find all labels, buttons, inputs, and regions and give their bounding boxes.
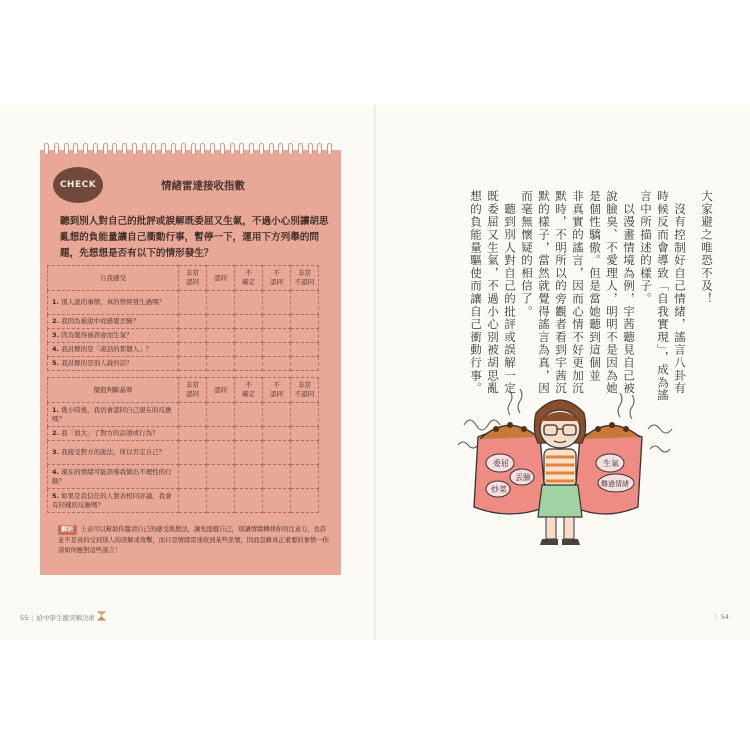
text-column: 時候反而會導致「自我實現」，成為謠 [656,190,670,402]
footer-right: | 54 [714,613,729,621]
answer-cell[interactable] [291,465,319,489]
answer-cell[interactable] [235,489,263,513]
text-column: 而毫無懷疑的相信了。 [520,190,534,318]
table-row [48,427,319,441]
answer-cell[interactable] [235,291,263,315]
option-strongly-agree: 非常 認同 [179,378,207,403]
text-column: 沒有控制好自己情緒，謠言八卦有 [673,190,687,395]
question-number: 3. [52,331,59,339]
table-heading: 自我感受 [48,266,179,291]
answer-cell[interactable] [235,343,263,357]
question-cell [48,427,179,441]
answer-cell[interactable] [179,315,207,329]
spiral-hole [112,143,117,155]
question-number: 2. [52,429,59,437]
spiral-hole [122,143,127,155]
question-number: 4. [52,345,59,353]
page-number-left: 55 [20,614,29,622]
answer-cell[interactable] [235,403,263,427]
book-title: 給中學生衝突解決術 [36,614,95,622]
question-number: 2. [52,317,59,325]
answer-cell[interactable] [207,403,235,427]
answer-cell[interactable] [263,427,291,441]
question-text: 因為覺得被誤會而生氣？ [61,331,133,339]
option-strongly-disagree: 非常 不認同 [291,378,319,403]
question-cell [48,441,179,465]
page-number-right: 54 [720,613,729,621]
answer-cell[interactable] [207,329,235,343]
question-text: 別人說的事情，真的曾經發生過嗎？ [61,298,166,306]
answer-cell[interactable] [207,489,235,513]
table-row [48,315,319,329]
spiral-hole [181,143,186,155]
answer-cell[interactable] [207,291,235,315]
text-column: 默的樣子，當然就覺得謠言為真，因 [537,190,551,395]
text-column: 言中所描述的樣子。 [639,190,653,306]
question-text: 我討厭的是別人說的話？ [61,359,133,367]
spiral-hole [298,143,303,155]
answer-cell[interactable] [263,441,291,465]
spiral-hole [83,143,88,155]
spiral-hole [171,143,176,155]
notepad-spiral-holes [40,143,341,157]
question-cell [48,329,179,343]
option-agree: 認同 [207,266,235,291]
footer-left: 55 | 給中學生衝突解決術 [20,614,95,622]
question-number: 5. [52,359,59,367]
question-cell [48,315,179,329]
table-row [48,441,319,465]
answer-cell[interactable] [235,465,263,489]
option-disagree: 不 認同 [263,266,291,291]
table-heading: 價值判斷基準 [48,378,179,403]
spiral-hole [44,143,49,155]
answer-cell[interactable] [263,315,291,329]
answer-cell[interactable] [179,427,207,441]
answer-cell[interactable] [263,291,291,315]
question-number: 5. [52,491,59,500]
spiral-hole [200,143,205,155]
question-number: 1. [52,405,59,414]
analysis-tag: 解析 [58,525,77,535]
answer-cell[interactable] [179,489,207,513]
spiral-hole [317,143,322,155]
table-row [48,465,319,489]
sack-word: 丟臉 [515,473,531,482]
table-row [48,403,319,427]
option-unsure: 不 確定 [235,266,263,291]
question-cell [48,357,179,371]
spiral-hole [288,143,293,155]
analysis-text: 上表可以幫助你釐清自己的感受與想法，讓先提醒自己，別讓情緒轉移你的注意力，也許並不是真的受到別人的誤解或攻擊，而只是情緒雷達收到某些訊號，因而忽略真正重要的事情一你該如何應對這些謠言！ [58,526,329,554]
answer-cell[interactable] [207,427,235,441]
question-text: 幾小時後，我仍會認同自己現在的反應嗎？ [52,405,172,423]
answer-cell[interactable] [179,403,207,427]
spiral-hole [73,143,78,155]
text-column: 以漫畫情境為例，宇茜聽見自己被 [622,190,636,395]
answer-cell[interactable] [291,357,319,371]
question-number: 4. [52,467,59,476]
option-disagree: 不 認同 [263,378,291,403]
answer-cell[interactable] [207,441,235,465]
spiral-hole [269,143,274,155]
answer-cell[interactable] [291,441,319,465]
option-strongly-disagree: 非常 不認同 [291,266,319,291]
spiral-hole [278,143,283,155]
text-column: 聽到別人對自己的批評或誤解一定 [503,190,517,395]
question-number: 1. [52,298,59,306]
spiral-hole [54,143,59,155]
spiral-hole [142,143,147,155]
spiral-hole [230,143,235,155]
table-row [48,357,319,371]
answer-cell[interactable] [263,329,291,343]
spiral-hole [151,143,156,155]
question-cell [48,291,179,315]
answer-cell[interactable] [207,357,235,371]
answer-cell[interactable] [235,357,263,371]
answer-cell[interactable] [263,465,291,489]
answer-cell[interactable] [291,291,319,315]
spiral-hole [259,143,264,155]
hourglass-icon [97,611,106,621]
answer-cell[interactable] [179,357,207,371]
answer-cell[interactable] [263,489,291,513]
answer-cell[interactable] [291,343,319,357]
check-title: 情緒雷達接收指數 [161,180,245,192]
answer-cell[interactable] [179,465,207,489]
table-row [48,489,319,513]
question-cell [48,343,179,357]
question-text: 我「放大」了對方的話語或行為？ [61,429,159,437]
spiral-hole [220,143,225,155]
answer-cell[interactable] [207,343,235,357]
spiral-hole [249,143,254,155]
value-judgement-table [47,377,319,513]
option-unsure: 不 確定 [235,378,263,403]
answer-cell[interactable] [207,315,235,329]
text-column: 想的負能量驅使而讓自己衝動行事。 [469,190,483,395]
text-column: 說臉臭、不愛理人，明明不是因為她 [605,190,619,395]
question-cell [48,403,179,427]
spiral-hole [191,143,196,155]
answer-cell[interactable] [179,329,207,343]
table-row [48,343,319,357]
answer-cell[interactable] [235,329,263,343]
check-intro: 聽到別人對自己的批評或誤解既委屈又生氣，不過小心別讓胡思亂想的負能量讓自己衝動行事，暫停一下，運用下方列舉的問題，先想想是否有以下的情形發生？ [60,216,329,259]
answer-cell[interactable] [291,427,319,441]
answer-cell[interactable] [179,343,207,357]
spiral-hole [239,143,244,155]
text-column: 既委屈又生氣，不過小心別被胡思亂 [486,190,500,395]
spiral-hole [210,143,215,155]
question-text: 我接受對方的說法，所以否定自己？ [61,448,166,456]
question-cell [48,465,179,489]
answer-cell[interactable] [263,343,291,357]
sack-word: 生氣 [603,459,619,468]
question-text: 我討厭的是「說話的那個人」？ [61,345,153,353]
girl-carrying-emotion-sacks-illustration [450,385,675,555]
answer-cell[interactable] [235,427,263,441]
spiral-hole [64,143,69,155]
question-number: 3. [52,448,59,456]
text-column: 非真實的謠言，因而心情不好更加沉 [571,190,585,395]
sack-word: 委屈 [493,459,509,468]
question-cell [48,489,179,513]
answer-cell[interactable] [263,403,291,427]
spiral-hole [132,143,137,155]
self-feeling-table [47,265,319,371]
table-row [48,329,319,343]
sack-word: 難過情緒 [601,480,629,488]
sack-word: 炒菜 [491,485,507,494]
spiral-hole [93,143,98,155]
spiral-hole [161,143,166,155]
answer-cell[interactable] [291,329,319,343]
answer-cell[interactable] [235,441,263,465]
check-badge [53,167,103,203]
answer-cell[interactable] [291,489,319,513]
answer-cell[interactable] [291,403,319,427]
answer-cell[interactable] [179,441,207,465]
answer-cell[interactable] [263,357,291,371]
check-badge-label: CHECK [59,180,97,190]
answer-cell[interactable] [207,465,235,489]
spiral-hole [327,143,332,155]
question-text: 現在的情緒可能誤導我做出不理性的行動？ [52,467,172,485]
text-column: 默時，不明所以的旁觀者看到宇茜沉 [554,190,568,395]
spiral-hole [103,143,108,155]
answer-cell[interactable] [235,315,263,329]
question-text: 我因為被說中而感覺丟臉？ [61,317,140,325]
answer-cell[interactable] [291,315,319,329]
book-spine [374,105,376,640]
text-column: 大家避之唯恐不及！ [700,190,714,306]
question-text: 如果是我信任的人發表相同評論，我會有同樣的反應嗎？ [52,491,172,509]
analysis-note [58,525,332,557]
text-column: 是個性驕傲。但是當她聽到這個並 [588,190,602,382]
option-strongly-agree: 非常 認同 [179,266,207,291]
option-agree: 認同 [207,378,235,403]
spiral-hole [308,143,313,155]
table-row [48,291,319,315]
answer-cell[interactable] [179,291,207,315]
